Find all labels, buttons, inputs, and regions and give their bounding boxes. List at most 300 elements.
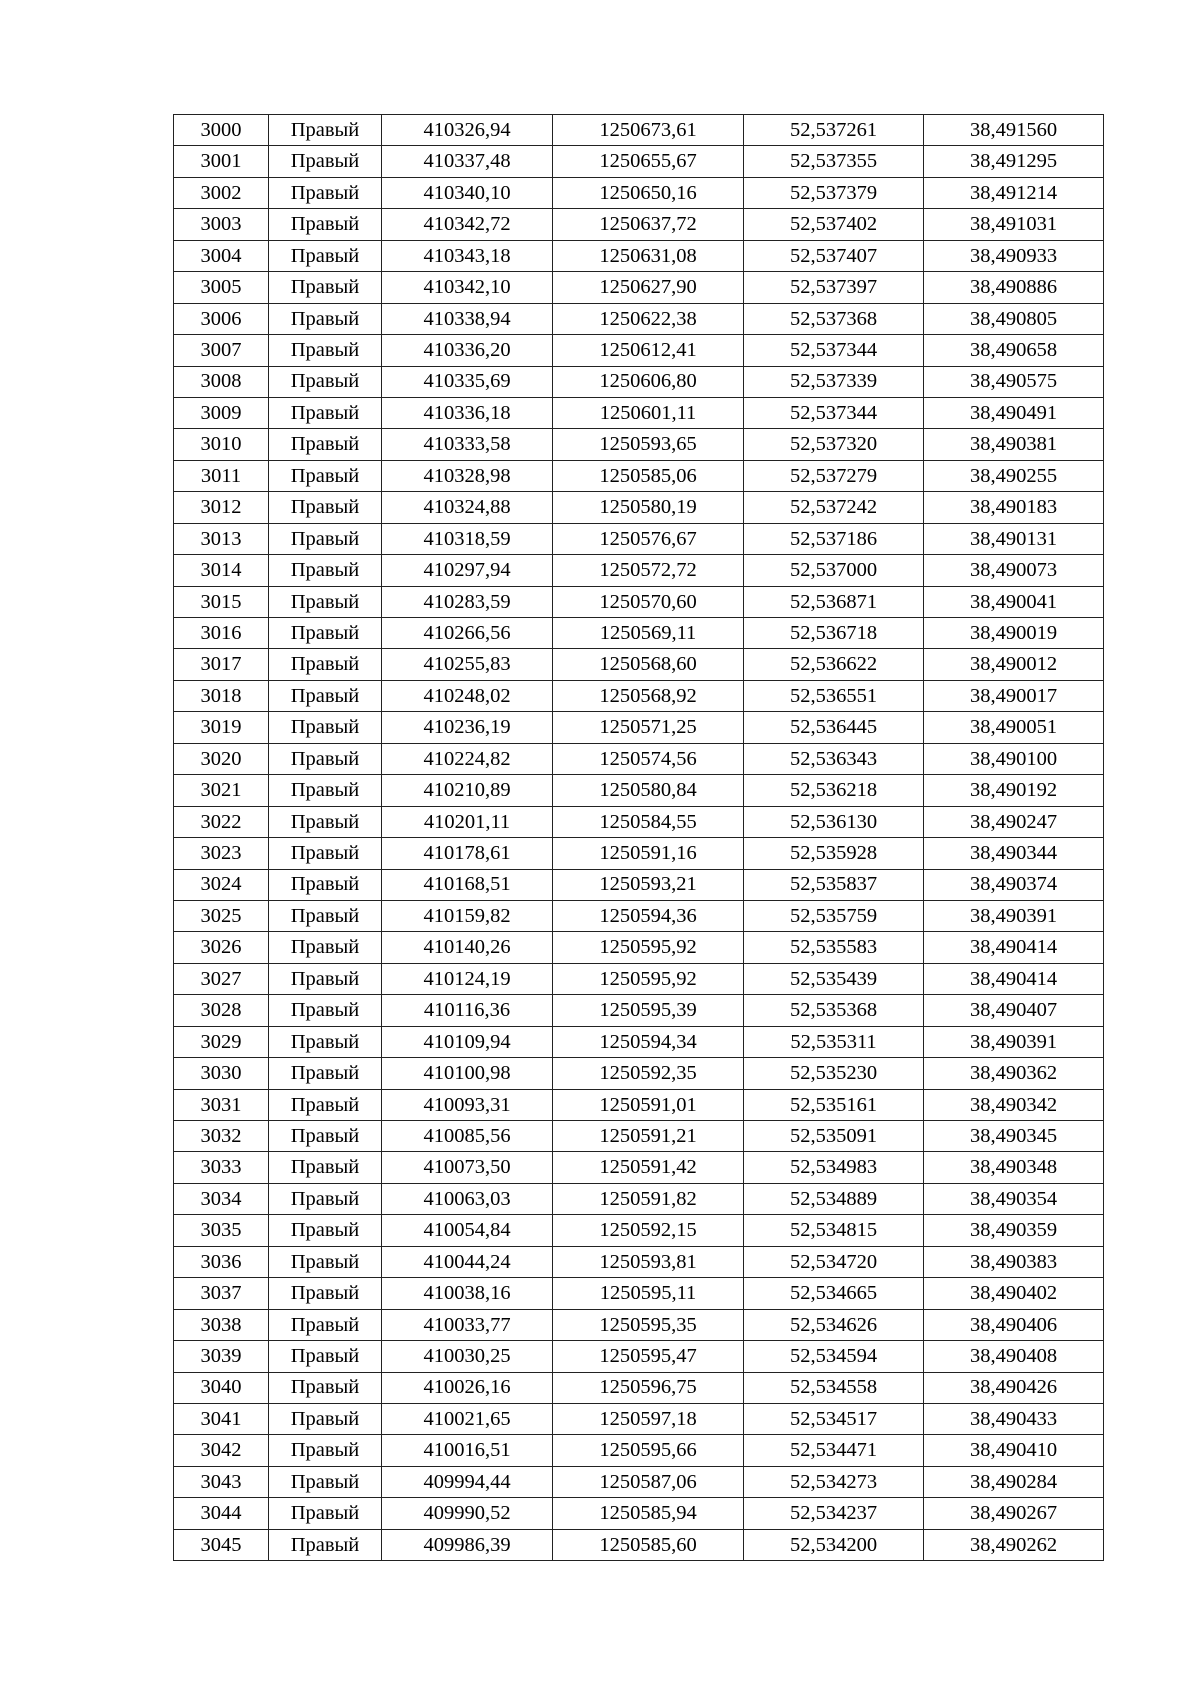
y-coordinate-cell: 1250580,84: [553, 775, 744, 806]
point-number-cell: 3027: [174, 963, 269, 994]
longitude-cell: 38,490406: [924, 1309, 1104, 1340]
x-coordinate-cell: 410116,36: [382, 995, 553, 1026]
longitude-cell: 38,490402: [924, 1278, 1104, 1309]
latitude-cell: 52,537368: [744, 303, 924, 334]
longitude-cell: 38,490345: [924, 1121, 1104, 1152]
point-number-cell: 3036: [174, 1246, 269, 1277]
longitude-cell: 38,490012: [924, 649, 1104, 680]
table-row: [174, 209, 1104, 240]
x-coordinate-cell: 410283,59: [382, 586, 553, 617]
point-number-cell: 3013: [174, 523, 269, 554]
table-row: [174, 618, 1104, 649]
y-coordinate-cell: 1250593,65: [553, 429, 744, 460]
y-coordinate-cell: 1250631,08: [553, 240, 744, 271]
latitude-cell: 52,534471: [744, 1435, 924, 1466]
point-number-cell: 3025: [174, 900, 269, 931]
y-coordinate-cell: 1250587,06: [553, 1466, 744, 1497]
point-number-cell: 3020: [174, 743, 269, 774]
point-number-cell: 3012: [174, 492, 269, 523]
y-coordinate-cell: 1250627,90: [553, 272, 744, 303]
latitude-cell: 52,537344: [744, 335, 924, 366]
y-coordinate-cell: 1250594,36: [553, 900, 744, 931]
point-number-cell: 3038: [174, 1309, 269, 1340]
latitude-cell: 52,535368: [744, 995, 924, 1026]
y-coordinate-cell: 1250595,47: [553, 1341, 744, 1372]
table-row: [174, 1309, 1104, 1340]
y-coordinate-cell: 1250591,16: [553, 838, 744, 869]
latitude-cell: 52,537379: [744, 177, 924, 208]
latitude-cell: 52,536130: [744, 806, 924, 837]
latitude-cell: 52,534665: [744, 1278, 924, 1309]
longitude-cell: 38,491560: [924, 115, 1104, 146]
x-coordinate-cell: 410054,84: [382, 1215, 553, 1246]
y-coordinate-cell: 1250568,60: [553, 649, 744, 680]
point-number-cell: 3007: [174, 335, 269, 366]
y-coordinate-cell: 1250571,25: [553, 712, 744, 743]
side-cell: Правый: [269, 1435, 382, 1466]
point-number-cell: 3018: [174, 680, 269, 711]
latitude-cell: 52,536343: [744, 743, 924, 774]
longitude-cell: 38,490933: [924, 240, 1104, 271]
side-cell: Правый: [269, 303, 382, 334]
x-coordinate-cell: 410335,69: [382, 366, 553, 397]
point-number-cell: 3014: [174, 555, 269, 586]
y-coordinate-cell: 1250606,80: [553, 366, 744, 397]
longitude-cell: 38,490284: [924, 1466, 1104, 1497]
y-coordinate-cell: 1250576,67: [553, 523, 744, 554]
table-row: [174, 429, 1104, 460]
latitude-cell: 52,537402: [744, 209, 924, 240]
table-row: [174, 1466, 1104, 1497]
x-coordinate-cell: 410326,94: [382, 115, 553, 146]
x-coordinate-cell: 410342,72: [382, 209, 553, 240]
table-row: [174, 995, 1104, 1026]
x-coordinate-cell: 410063,03: [382, 1183, 553, 1214]
latitude-cell: 52,534517: [744, 1403, 924, 1434]
table-row: [174, 1278, 1104, 1309]
latitude-cell: 52,536551: [744, 680, 924, 711]
latitude-cell: 52,537355: [744, 146, 924, 177]
x-coordinate-cell: 410044,24: [382, 1246, 553, 1277]
longitude-cell: 38,490342: [924, 1089, 1104, 1120]
longitude-cell: 38,490019: [924, 618, 1104, 649]
longitude-cell: 38,490051: [924, 712, 1104, 743]
longitude-cell: 38,490491: [924, 397, 1104, 428]
table-row: [174, 1152, 1104, 1183]
table-row: [174, 743, 1104, 774]
point-number-cell: 3001: [174, 146, 269, 177]
y-coordinate-cell: 1250591,01: [553, 1089, 744, 1120]
point-number-cell: 3030: [174, 1058, 269, 1089]
longitude-cell: 38,490100: [924, 743, 1104, 774]
x-coordinate-cell: 410210,89: [382, 775, 553, 806]
x-coordinate-cell: 410236,19: [382, 712, 553, 743]
x-coordinate-cell: 409986,39: [382, 1529, 553, 1560]
x-coordinate-cell: 410038,16: [382, 1278, 553, 1309]
point-number-cell: 3045: [174, 1529, 269, 1560]
latitude-cell: 52,536445: [744, 712, 924, 743]
side-cell: Правый: [269, 115, 382, 146]
side-cell: Правый: [269, 397, 382, 428]
side-cell: Правый: [269, 460, 382, 491]
side-cell: Правый: [269, 429, 382, 460]
y-coordinate-cell: 1250585,94: [553, 1498, 744, 1529]
longitude-cell: 38,490575: [924, 366, 1104, 397]
latitude-cell: 52,537407: [744, 240, 924, 271]
x-coordinate-cell: 410266,56: [382, 618, 553, 649]
y-coordinate-cell: 1250580,19: [553, 492, 744, 523]
x-coordinate-cell: 410124,19: [382, 963, 553, 994]
side-cell: Правый: [269, 1278, 382, 1309]
latitude-cell: 52,534815: [744, 1215, 924, 1246]
table-row: [174, 775, 1104, 806]
side-cell: Правый: [269, 177, 382, 208]
table-row: [174, 335, 1104, 366]
x-coordinate-cell: 410255,83: [382, 649, 553, 680]
longitude-cell: 38,490410: [924, 1435, 1104, 1466]
table-row: [174, 460, 1104, 491]
x-coordinate-cell: 410168,51: [382, 869, 553, 900]
side-cell: Правый: [269, 680, 382, 711]
latitude-cell: 52,534720: [744, 1246, 924, 1277]
longitude-cell: 38,490344: [924, 838, 1104, 869]
y-coordinate-cell: 1250568,92: [553, 680, 744, 711]
latitude-cell: 52,537242: [744, 492, 924, 523]
point-number-cell: 3039: [174, 1341, 269, 1372]
longitude-cell: 38,490383: [924, 1246, 1104, 1277]
longitude-cell: 38,490041: [924, 586, 1104, 617]
table-row: [174, 115, 1104, 146]
longitude-cell: 38,490374: [924, 869, 1104, 900]
x-coordinate-cell: 410324,88: [382, 492, 553, 523]
longitude-cell: 38,490354: [924, 1183, 1104, 1214]
side-cell: Правый: [269, 1026, 382, 1057]
side-cell: Правый: [269, 240, 382, 271]
latitude-cell: 52,534237: [744, 1498, 924, 1529]
table-row: [174, 586, 1104, 617]
y-coordinate-cell: 1250593,21: [553, 869, 744, 900]
point-number-cell: 3003: [174, 209, 269, 240]
x-coordinate-cell: 410297,94: [382, 555, 553, 586]
latitude-cell: 52,535230: [744, 1058, 924, 1089]
x-coordinate-cell: 410026,16: [382, 1372, 553, 1403]
x-coordinate-cell: 410093,31: [382, 1089, 553, 1120]
point-number-cell: 3011: [174, 460, 269, 491]
y-coordinate-cell: 1250595,35: [553, 1309, 744, 1340]
y-coordinate-cell: 1250593,81: [553, 1246, 744, 1277]
latitude-cell: 52,536218: [744, 775, 924, 806]
side-cell: Правый: [269, 146, 382, 177]
side-cell: Правый: [269, 1089, 382, 1120]
longitude-cell: 38,491031: [924, 209, 1104, 240]
longitude-cell: 38,490017: [924, 680, 1104, 711]
latitude-cell: 52,535311: [744, 1026, 924, 1057]
y-coordinate-cell: 1250591,82: [553, 1183, 744, 1214]
side-cell: Правый: [269, 492, 382, 523]
side-cell: Правый: [269, 272, 382, 303]
side-cell: Правый: [269, 1529, 382, 1560]
table-row: [174, 1498, 1104, 1529]
x-coordinate-cell: 410338,94: [382, 303, 553, 334]
table-row: [174, 1215, 1104, 1246]
longitude-cell: 38,491295: [924, 146, 1104, 177]
latitude-cell: 52,537279: [744, 460, 924, 491]
table-row: [174, 523, 1104, 554]
side-cell: Правый: [269, 806, 382, 837]
point-number-cell: 3026: [174, 932, 269, 963]
latitude-cell: 52,537320: [744, 429, 924, 460]
y-coordinate-cell: 1250595,66: [553, 1435, 744, 1466]
point-number-cell: 3010: [174, 429, 269, 460]
table-row: [174, 649, 1104, 680]
table-row: [174, 1372, 1104, 1403]
longitude-cell: 38,490391: [924, 1026, 1104, 1057]
point-number-cell: 3032: [174, 1121, 269, 1152]
side-cell: Правый: [269, 963, 382, 994]
longitude-cell: 38,490805: [924, 303, 1104, 334]
table-row: [174, 869, 1104, 900]
y-coordinate-cell: 1250592,35: [553, 1058, 744, 1089]
side-cell: Правый: [269, 1309, 382, 1340]
point-number-cell: 3009: [174, 397, 269, 428]
y-coordinate-cell: 1250655,67: [553, 146, 744, 177]
side-cell: Правый: [269, 618, 382, 649]
y-coordinate-cell: 1250650,16: [553, 177, 744, 208]
point-number-cell: 3016: [174, 618, 269, 649]
latitude-cell: 52,534889: [744, 1183, 924, 1214]
y-coordinate-cell: 1250585,06: [553, 460, 744, 491]
latitude-cell: 52,537186: [744, 523, 924, 554]
table-row: [174, 712, 1104, 743]
side-cell: Правый: [269, 775, 382, 806]
longitude-cell: 38,490381: [924, 429, 1104, 460]
x-coordinate-cell: 409994,44: [382, 1466, 553, 1497]
point-number-cell: 3041: [174, 1403, 269, 1434]
side-cell: Правый: [269, 523, 382, 554]
x-coordinate-cell: 410100,98: [382, 1058, 553, 1089]
x-coordinate-cell: 410333,58: [382, 429, 553, 460]
side-cell: Правый: [269, 1152, 382, 1183]
y-coordinate-cell: 1250601,11: [553, 397, 744, 428]
y-coordinate-cell: 1250585,60: [553, 1529, 744, 1560]
x-coordinate-cell: 410336,18: [382, 397, 553, 428]
table-row: [174, 366, 1104, 397]
table-row: [174, 680, 1104, 711]
table-row: [174, 555, 1104, 586]
table-row: [174, 146, 1104, 177]
y-coordinate-cell: 1250592,15: [553, 1215, 744, 1246]
side-cell: Правый: [269, 1403, 382, 1434]
point-number-cell: 3043: [174, 1466, 269, 1497]
longitude-cell: 38,490658: [924, 335, 1104, 366]
x-coordinate-cell: 410337,48: [382, 146, 553, 177]
table-row: [174, 1341, 1104, 1372]
side-cell: Правый: [269, 1058, 382, 1089]
longitude-cell: 38,490267: [924, 1498, 1104, 1529]
side-cell: Правый: [269, 900, 382, 931]
table-row: [174, 1435, 1104, 1466]
point-number-cell: 3019: [174, 712, 269, 743]
latitude-cell: 52,537397: [744, 272, 924, 303]
x-coordinate-cell: 410140,26: [382, 932, 553, 963]
x-coordinate-cell: 410340,10: [382, 177, 553, 208]
point-number-cell: 3035: [174, 1215, 269, 1246]
table-row: [174, 1529, 1104, 1560]
longitude-cell: 38,490359: [924, 1215, 1104, 1246]
point-number-cell: 3029: [174, 1026, 269, 1057]
latitude-cell: 52,536718: [744, 618, 924, 649]
x-coordinate-cell: 410073,50: [382, 1152, 553, 1183]
side-cell: Правый: [269, 555, 382, 586]
y-coordinate-cell: 1250595,11: [553, 1278, 744, 1309]
longitude-cell: 38,490073: [924, 555, 1104, 586]
side-cell: Правый: [269, 1121, 382, 1152]
table-row: [174, 900, 1104, 931]
table-row: [174, 1121, 1104, 1152]
side-cell: Правый: [269, 932, 382, 963]
longitude-cell: 38,490391: [924, 900, 1104, 931]
table-row: [174, 1058, 1104, 1089]
y-coordinate-cell: 1250591,21: [553, 1121, 744, 1152]
side-cell: Правый: [269, 712, 382, 743]
latitude-cell: 52,537000: [744, 555, 924, 586]
x-coordinate-cell: 410021,65: [382, 1403, 553, 1434]
longitude-cell: 38,490433: [924, 1403, 1104, 1434]
x-coordinate-cell: 409990,52: [382, 1498, 553, 1529]
coordinates-table-body: [174, 115, 1104, 1561]
longitude-cell: 38,490886: [924, 272, 1104, 303]
longitude-cell: 38,490408: [924, 1341, 1104, 1372]
y-coordinate-cell: 1250637,72: [553, 209, 744, 240]
y-coordinate-cell: 1250595,39: [553, 995, 744, 1026]
latitude-cell: 52,537344: [744, 397, 924, 428]
side-cell: Правый: [269, 1215, 382, 1246]
side-cell: Правый: [269, 366, 382, 397]
y-coordinate-cell: 1250574,56: [553, 743, 744, 774]
y-coordinate-cell: 1250673,61: [553, 115, 744, 146]
longitude-cell: 38,490131: [924, 523, 1104, 554]
table-row: [174, 1089, 1104, 1120]
latitude-cell: 52,536871: [744, 586, 924, 617]
table-row: [174, 177, 1104, 208]
latitude-cell: 52,534626: [744, 1309, 924, 1340]
latitude-cell: 52,535759: [744, 900, 924, 931]
point-number-cell: 3034: [174, 1183, 269, 1214]
point-number-cell: 3037: [174, 1278, 269, 1309]
latitude-cell: 52,535837: [744, 869, 924, 900]
longitude-cell: 38,490183: [924, 492, 1104, 523]
table-row: [174, 1246, 1104, 1277]
point-number-cell: 3004: [174, 240, 269, 271]
point-number-cell: 3031: [174, 1089, 269, 1120]
x-coordinate-cell: 410030,25: [382, 1341, 553, 1372]
point-number-cell: 3017: [174, 649, 269, 680]
side-cell: Правый: [269, 209, 382, 240]
longitude-cell: 38,490255: [924, 460, 1104, 491]
point-number-cell: 3005: [174, 272, 269, 303]
longitude-cell: 38,490362: [924, 1058, 1104, 1089]
longitude-cell: 38,490348: [924, 1152, 1104, 1183]
table-row: [174, 932, 1104, 963]
latitude-cell: 52,534200: [744, 1529, 924, 1560]
x-coordinate-cell: 410318,59: [382, 523, 553, 554]
latitude-cell: 52,535928: [744, 838, 924, 869]
x-coordinate-cell: 410328,98: [382, 460, 553, 491]
x-coordinate-cell: 410224,82: [382, 743, 553, 774]
longitude-cell: 38,490414: [924, 963, 1104, 994]
point-number-cell: 3015: [174, 586, 269, 617]
y-coordinate-cell: 1250594,34: [553, 1026, 744, 1057]
latitude-cell: 52,535161: [744, 1089, 924, 1120]
point-number-cell: 3033: [174, 1152, 269, 1183]
coordinates-table: [173, 114, 1104, 1561]
x-coordinate-cell: 410178,61: [382, 838, 553, 869]
longitude-cell: 38,490247: [924, 806, 1104, 837]
x-coordinate-cell: 410085,56: [382, 1121, 553, 1152]
x-coordinate-cell: 410033,77: [382, 1309, 553, 1340]
longitude-cell: 38,490426: [924, 1372, 1104, 1403]
y-coordinate-cell: 1250612,41: [553, 335, 744, 366]
point-number-cell: 3006: [174, 303, 269, 334]
x-coordinate-cell: 410248,02: [382, 680, 553, 711]
x-coordinate-cell: 410201,11: [382, 806, 553, 837]
latitude-cell: 52,534558: [744, 1372, 924, 1403]
longitude-cell: 38,490262: [924, 1529, 1104, 1560]
point-number-cell: 3028: [174, 995, 269, 1026]
side-cell: Правый: [269, 1498, 382, 1529]
latitude-cell: 52,534273: [744, 1466, 924, 1497]
y-coordinate-cell: 1250622,38: [553, 303, 744, 334]
table-row: [174, 272, 1104, 303]
table-row: [174, 1026, 1104, 1057]
point-number-cell: 3000: [174, 115, 269, 146]
latitude-cell: 52,534594: [744, 1341, 924, 1372]
y-coordinate-cell: 1250597,18: [553, 1403, 744, 1434]
y-coordinate-cell: 1250569,11: [553, 618, 744, 649]
y-coordinate-cell: 1250572,72: [553, 555, 744, 586]
y-coordinate-cell: 1250570,60: [553, 586, 744, 617]
side-cell: Правый: [269, 1372, 382, 1403]
side-cell: Правый: [269, 995, 382, 1026]
side-cell: Правый: [269, 1246, 382, 1277]
x-coordinate-cell: 410109,94: [382, 1026, 553, 1057]
latitude-cell: 52,535091: [744, 1121, 924, 1152]
point-number-cell: 3021: [174, 775, 269, 806]
table-row: [174, 303, 1104, 334]
side-cell: Правый: [269, 335, 382, 366]
table-row: [174, 1183, 1104, 1214]
point-number-cell: 3044: [174, 1498, 269, 1529]
y-coordinate-cell: 1250595,92: [553, 932, 744, 963]
latitude-cell: 52,537339: [744, 366, 924, 397]
point-number-cell: 3002: [174, 177, 269, 208]
y-coordinate-cell: 1250595,92: [553, 963, 744, 994]
latitude-cell: 52,535439: [744, 963, 924, 994]
table-row: [174, 492, 1104, 523]
table-row: [174, 240, 1104, 271]
point-number-cell: 3008: [174, 366, 269, 397]
side-cell: Правый: [269, 586, 382, 617]
side-cell: Правый: [269, 869, 382, 900]
x-coordinate-cell: 410336,20: [382, 335, 553, 366]
table-row: [174, 397, 1104, 428]
table-row: [174, 838, 1104, 869]
x-coordinate-cell: 410342,10: [382, 272, 553, 303]
longitude-cell: 38,490414: [924, 932, 1104, 963]
point-number-cell: 3042: [174, 1435, 269, 1466]
side-cell: Правый: [269, 1466, 382, 1497]
side-cell: Правый: [269, 838, 382, 869]
